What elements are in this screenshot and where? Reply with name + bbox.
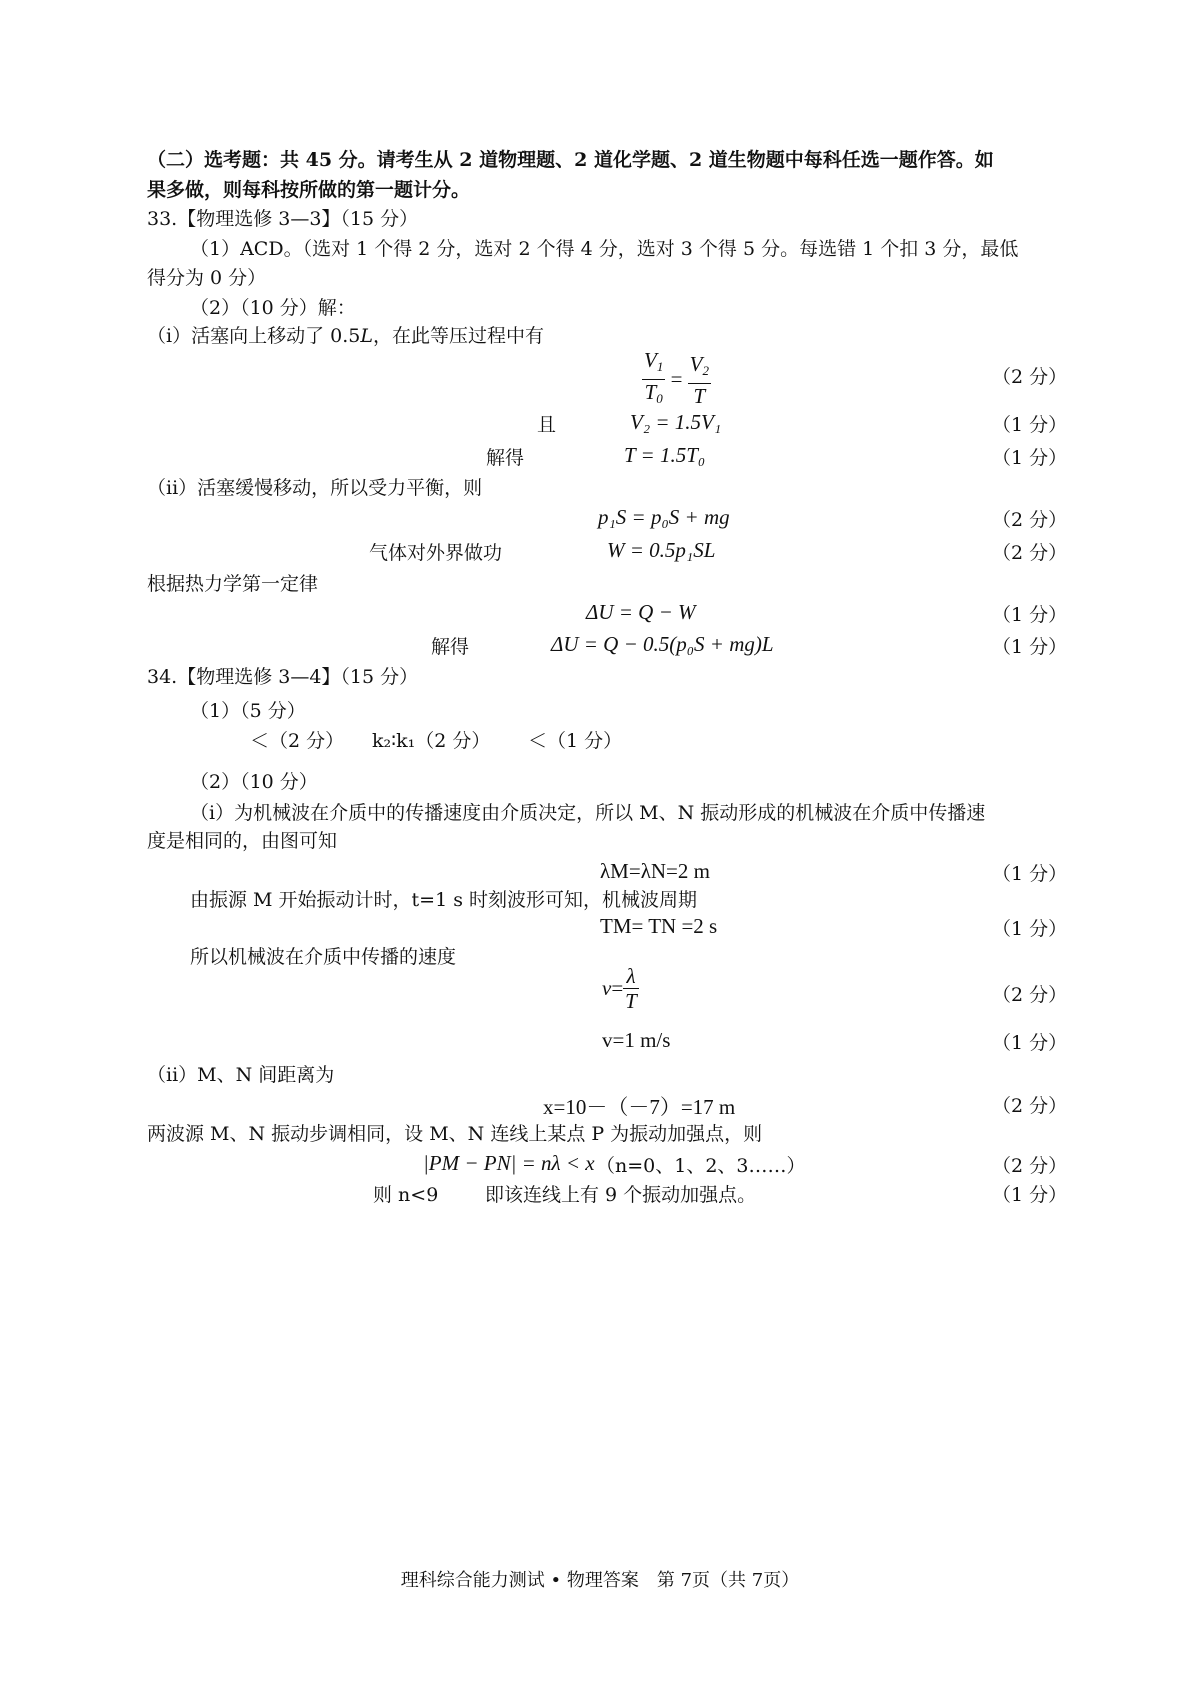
- q34-i-line-1: （i）为机械波在介质中的传播速度由介质决定，所以 M、N 振动形成的机械波在介质中传播速: [190, 802, 986, 824]
- q34-i-line-2: 度是相同的，由图可知: [147, 830, 338, 852]
- q33-i-var: L: [360, 325, 373, 347]
- q34-eq6-condition: （n=0、1、2、3……）: [596, 1155, 806, 1177]
- q34-part1-answer-c: ＜（1 分）: [528, 730, 623, 752]
- q33-eq4: p₁S = p₀S + mg: [598, 505, 730, 529]
- q33-eq3: T = 1.5T₀: [624, 443, 706, 467]
- q34-eq6-points: （2 分）: [992, 1155, 1068, 1177]
- q33-eq2-points: （1 分）: [992, 414, 1068, 436]
- q34-period-line: 由振源 M 开始振动计时，t=1 s 时刻波形可知，机械波周期: [190, 889, 698, 911]
- q34-part1-answer-b: k₂∶k₁（2 分）: [372, 730, 491, 752]
- q33-law-line: 根据热力学第一定律: [147, 573, 319, 595]
- q34-ii-line: （ii）M、N 间距离为: [147, 1064, 335, 1086]
- q34-eq1: λM=λN=2 m: [600, 859, 710, 883]
- q34-part1-answer-a: ＜（2 分）: [250, 730, 345, 752]
- q34-sync-line: 两波源 M、N 振动步调相同，设 M、N 连线上某点 P 为振动加强点，则: [147, 1123, 763, 1145]
- q33-eq5-points: （2 分）: [992, 542, 1068, 564]
- q34-part1-heading: （1）（5 分）: [190, 700, 306, 722]
- q34-conclusion-b: 即该连线上有 9 个振动加强点。: [485, 1184, 757, 1206]
- q33-eq6: ΔU = Q − W: [586, 600, 696, 624]
- q33-part1-line-2: 得分为 0 分）: [147, 267, 267, 289]
- q34-eq2: TM= TN =2 s: [600, 914, 718, 938]
- q34-eq3-formula: v= $\frac{\lambda}{T}$: [602, 964, 637, 1013]
- q33-eq7-points: （1 分）: [992, 636, 1068, 658]
- q34-eq2-points: （1 分）: [992, 918, 1068, 940]
- q34-eq3-points: （2 分）: [992, 984, 1068, 1006]
- q33-i-prefix: （i）活塞向上移动了 0.5: [147, 325, 361, 347]
- q33-eq1-formula: $\frac{V_1}{T_0}$ = $\frac{V_2}{T}$: [644, 348, 709, 408]
- q34-speed-line: 所以机械波在介质中传播的速度: [190, 946, 457, 968]
- q33-part2-heading: （2）（10 分）解：: [190, 297, 356, 319]
- q34-eq6: |PM − PN| = nλ < x: [423, 1151, 595, 1175]
- q33-i-suffix: ，在此等压过程中有: [372, 325, 544, 347]
- q34-eq5: x=10－（－7）=17 m: [543, 1095, 736, 1119]
- q34-title: 34.【物理选修 3—4】（15 分）: [147, 666, 419, 688]
- q33-eq2: V₂ = 1.5V₁: [630, 410, 722, 434]
- q34-eq1-points: （1 分）: [992, 863, 1068, 885]
- q34-eq4-points: （1 分）: [992, 1032, 1068, 1054]
- section-header-line-2: 果多做，则每科按所做的第一题计分。: [147, 179, 471, 201]
- q33-eq7: ΔU = Q − 0.5(p₀S + mg)L: [551, 632, 774, 656]
- q33-part1-line-1: （1）ACD。（选对 1 个得 2 分，选对 2 个得 4 分，选对 3 个得 5 分。每选错 1 个扣 3 分，最低: [190, 238, 1019, 260]
- q33-and-label: 且: [537, 414, 557, 436]
- q34-conclusion-points: （1 分）: [992, 1184, 1068, 1206]
- q34-part2-heading: （2）（10 分）: [190, 771, 318, 793]
- q33-solve-label-2: 解得: [431, 636, 470, 658]
- q33-i-line: [147, 323, 544, 349]
- q33-work-label: 气体对外界做功: [369, 542, 503, 564]
- q33-eq1-points: （2 分）: [992, 366, 1068, 388]
- section-header-line-1: （二）选考题：共 45 分。请考生从 2 道物理题、2 道化学题、2 道生物题中每科任选一题作答。如: [147, 149, 994, 171]
- q33-eq4-points: （2 分）: [992, 509, 1068, 531]
- q34-eq4: v=1 m/s: [602, 1028, 671, 1052]
- q33-eq3-points: （1 分）: [992, 447, 1068, 469]
- q34-conclusion-a: 则 n<9: [373, 1184, 439, 1206]
- q33-ii-line: （ii）活塞缓慢移动，所以受力平衡，则: [147, 477, 483, 499]
- q33-eq6-points: （1 分）: [992, 604, 1068, 626]
- page-footer: 理科综合能力测试 • 物理答案 第 7页（共 7页）: [400, 1570, 800, 1591]
- q33-title: 33.【物理选修 3—3】（15 分）: [147, 208, 419, 230]
- q33-eq5: W = 0.5p₁SL: [607, 538, 716, 562]
- q33-solve-label: 解得: [486, 447, 525, 469]
- q34-eq5-points: （2 分）: [992, 1095, 1068, 1117]
